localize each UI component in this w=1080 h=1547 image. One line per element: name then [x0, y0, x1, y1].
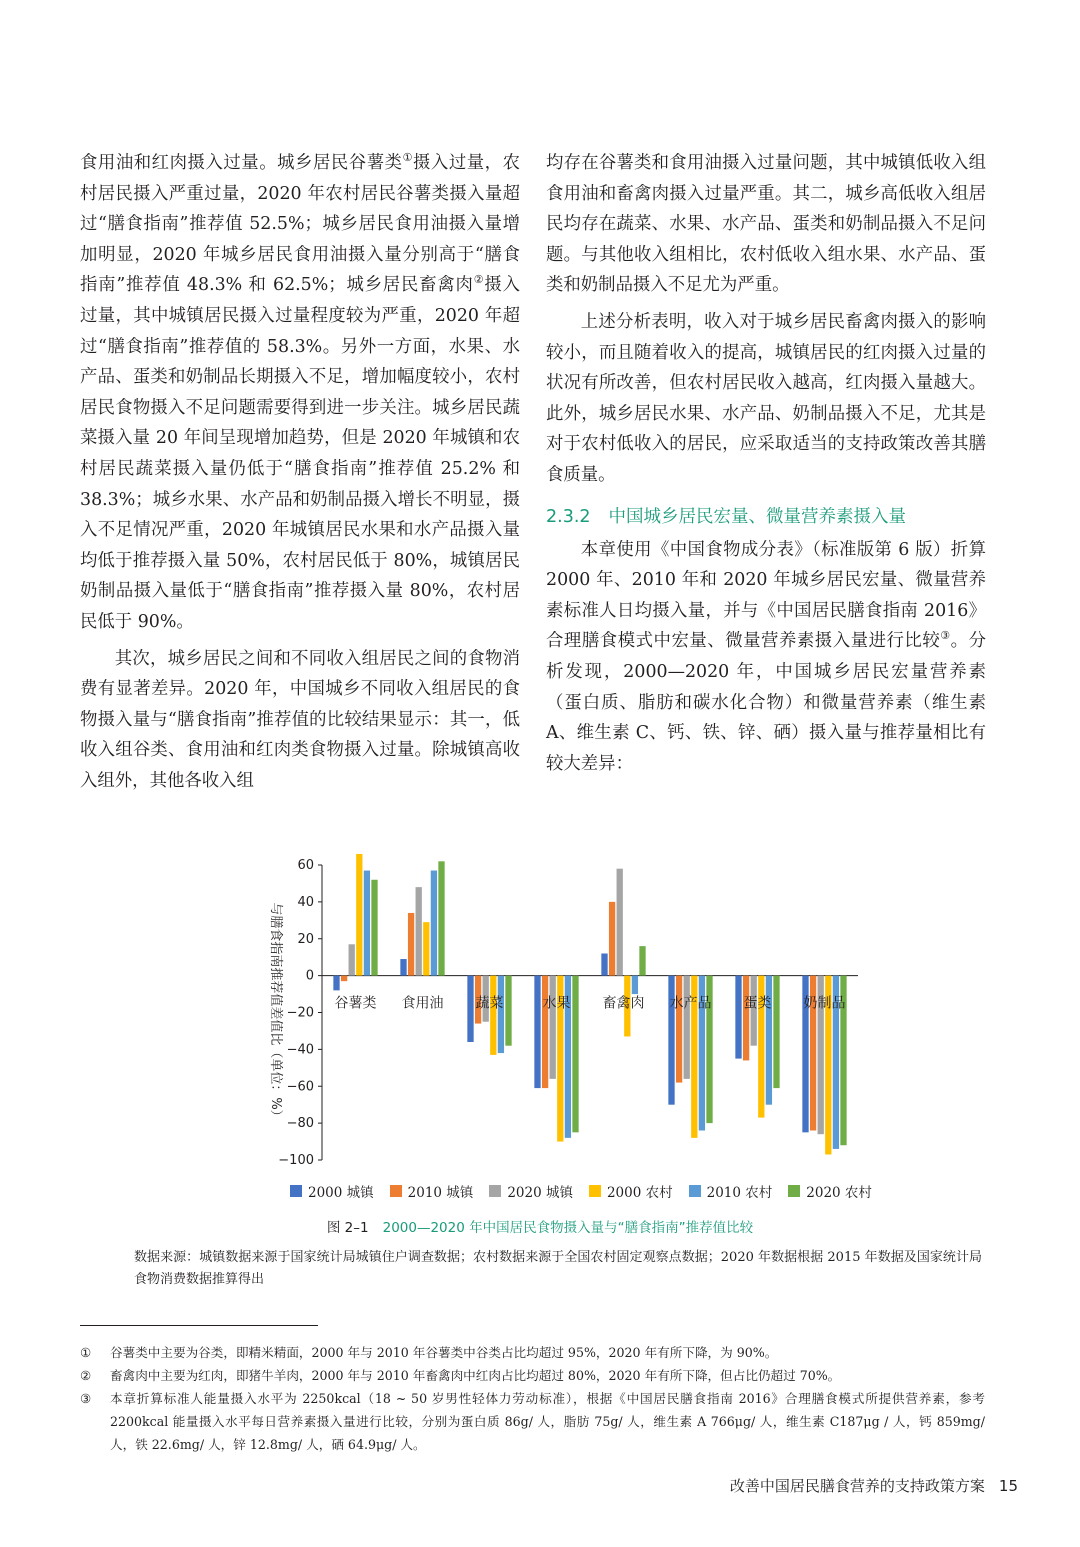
- footnote-mark: ①: [80, 1345, 92, 1360]
- figure-number: 图 2–1: [326, 1220, 369, 1236]
- right-paragraph-3: 本章使用《中国食物成分表》（标准版第 6 版）折算 2000 年、2010 年和 2020 年城乡居民宏量、微量营养素标准人日均摄入量，并与《中国居民膳食指南 2016》合理膳食模式中宏量、微量营养素摄入量进行比较③。分析发现，2000—2020 年，中国城乡居民宏量营养素（蛋白质、脂肪和碳水化合物）和微量营养素（维生素 A、维生素 C、钙、铁、锌、硒）摄入量与推荐量相比有较大差异：: [546, 539, 986, 774]
- running-title: 改善中国居民膳食营养的支持政策方案: [729, 1477, 985, 1495]
- bar: [408, 913, 414, 976]
- legend-swatch: [589, 1185, 601, 1197]
- legend-swatch: [689, 1185, 701, 1197]
- legend-item: [390, 1181, 474, 1201]
- y-tick-label: −20: [286, 1005, 314, 1021]
- bar: [639, 946, 645, 976]
- footnote-ref-3[interactable]: ③: [940, 629, 951, 643]
- bar: [333, 976, 339, 991]
- legend-label: 2020 农村: [806, 1185, 872, 1201]
- x-category-label: 谷薯类: [334, 995, 377, 1012]
- bar: [431, 871, 437, 976]
- legend-item: [489, 1181, 573, 1201]
- legend-swatch: [390, 1185, 402, 1197]
- bar: [438, 861, 444, 975]
- x-category-label: 蛋类: [743, 995, 772, 1012]
- y-tick-label: −100: [278, 1153, 314, 1168]
- bar: [356, 854, 362, 976]
- bar: [601, 954, 607, 976]
- bar: [423, 922, 429, 975]
- x-category-label: 水果: [542, 995, 571, 1012]
- y-tick-label: −60: [286, 1079, 314, 1095]
- y-tick-label: 60: [297, 858, 314, 873]
- left-paragraph-1: 食用油和红肉摄入过量。城乡居民谷薯类①摄入过量，农村居民摄入严重过量，2020 年农村居民谷薯类摄入量超过“膳食指南”推荐值 52.5%；城乡居民食用油摄入量增加明显，2020 年城乡居民食用油摄入量分别高于“膳食指南”推荐值 48.3% 和 62.5%；城乡居民畜禽肉②摄入过量，其中城镇居民摄入过量程度较为严重，2020 年超过“膳食指南”推荐值的 58.3%。另外一方面，水果、水产品、蛋类和奶制品长期摄入不足，增加幅度较小，农村居民食物摄入不足问题需要得到进一步关注。城乡居民蔬菜摄入量 20 年间呈现增加趋势，但是 2020 年城镇和农村居民蔬菜摄入量仍低于“膳食指南”推荐值 25.2% 和 38.3%；城乡水果、水产品和奶制品摄入增长不明显，摄入不足情况严重，2020 年城镇居民水果和水产品摄入量均低于推荐摄入量 50%，农村居民低于 80%，城镇居民奶制品摄入量低于“膳食指南”推荐摄入量 80%，农村居民低于 90%。: [80, 151, 520, 632]
- bar: [400, 959, 406, 976]
- y-tick-label: −40: [286, 1042, 314, 1058]
- footnote-item: [80, 1364, 985, 1387]
- bar: [632, 976, 638, 994]
- legend-item: [788, 1181, 872, 1201]
- bar: [572, 976, 578, 1133]
- page-footer: [730, 1475, 1018, 1496]
- left-column: [80, 148, 520, 796]
- x-category-label: 水产品: [669, 995, 712, 1012]
- footnote-mark: ②: [80, 1368, 92, 1383]
- section-title: 中国城乡居民宏量、微量营养素摄入量: [608, 506, 907, 527]
- figure-caption: [0, 1216, 1080, 1236]
- y-tick-label: −80: [286, 1116, 314, 1132]
- x-category-label: 食用油: [401, 995, 444, 1012]
- bar: [505, 976, 511, 1046]
- legend-item: [689, 1181, 773, 1201]
- footnote-item: [80, 1341, 985, 1364]
- footnote-text: 本章折算标准人能量摄入水平为 2250kcal（18 ~ 50 岁男性轻体力劳动标准），根据《中国居民膳食指南 2016》合理膳食模式所提供营养素，参考 2200kcal 能量摄入水平每日营养素摄入量进行比较，分别为蛋白质 86g/ 人，脂肪 75g/ 人，维生素 A 766μg/ 人，维生素 C187μg / 人，钙 859mg/ 人，铁 22.6mg/ 人，锌 12.8mg/ 人，硒 64.9μg/ 人。: [110, 1391, 985, 1452]
- bar: [542, 976, 548, 1088]
- legend-label: 2000 农村: [606, 1185, 673, 1201]
- chart-legend: [290, 1180, 880, 1202]
- bar: [498, 976, 504, 1053]
- right-paragraph-1: 均存在谷薯类和食用油摄入过量问题，其中城镇低收入组食用油和畜禽肉摄入过量严重。其二，城乡高低收入组居民均存在蔬菜、水果、水产品、蛋类和奶制品摄入不足问题。与其他收入组相比，农村低收入组水果、水产品、蛋类和奶制品摄入不足尤为严重。: [546, 153, 986, 296]
- footnote-text: 谷薯类中主要为谷类，即精米精面，2000 年与 2010 年谷薯类中谷类占比均超过 95%，2020 年有所下降，为 90%。: [110, 1345, 778, 1360]
- bar: [550, 976, 556, 1079]
- bar: [676, 976, 682, 1083]
- legend-swatch: [489, 1185, 501, 1197]
- bar: [773, 976, 779, 1088]
- x-category-label: 畜禽肉: [602, 995, 645, 1012]
- legend-label: 2010 农村: [706, 1185, 773, 1201]
- legend-item: [290, 1181, 374, 1201]
- bar: [534, 976, 540, 1088]
- y-tick-label: 0: [305, 968, 314, 984]
- y-tick-label: 20: [297, 931, 314, 947]
- bar: [735, 976, 741, 1059]
- bar-chart: [258, 850, 868, 1210]
- bar: [743, 976, 749, 1061]
- y-axis-title: 与膳食指南推荐值差值比（单位：%）: [268, 902, 283, 1123]
- bar: [364, 871, 370, 976]
- footnote-mark: ③: [80, 1391, 92, 1406]
- bar: [349, 944, 355, 975]
- x-category-label: 蔬菜: [475, 995, 504, 1012]
- bar: [609, 902, 615, 976]
- footnote-ref-1[interactable]: ①: [402, 151, 413, 165]
- section-heading: [546, 503, 986, 531]
- legend-label: 2000 城镇: [308, 1185, 374, 1201]
- bar: [341, 976, 347, 982]
- footnote-ref-2[interactable]: ②: [473, 273, 485, 287]
- right-column: [546, 148, 986, 779]
- footnote-divider: [80, 1325, 318, 1326]
- bar: [617, 869, 623, 976]
- legend-item: [589, 1181, 673, 1201]
- page-number: 15: [998, 1477, 1018, 1495]
- section-number: 2.3.2: [546, 506, 591, 527]
- bar: [416, 887, 422, 976]
- bar: [490, 976, 496, 1055]
- footnotes: [80, 1341, 985, 1456]
- legend-label: 2010 城镇: [407, 1185, 474, 1201]
- y-tick-label: 40: [297, 894, 314, 910]
- footnote-text: 畜禽肉中主要为红肉，即猪牛羊肉，2000 年与 2010 年畜禽肉中红肉占比均超过 80%，2020 年有所下降，但占比仍超过 70%。: [110, 1368, 841, 1383]
- x-category-label: 奶制品: [803, 995, 846, 1012]
- figure-source: 数据来源：城镇数据来源于国家统计局城镇住户调查数据；农村数据来源于全国农村固定观察点数据；2020 年数据根据 2015 年数据及国家统计局食物消费数据推算得出: [134, 1250, 982, 1287]
- figure-caption-text: 2000—2020 年中国居民食物摄入量与“膳食指南”推荐值比较: [382, 1220, 754, 1236]
- right-paragraph-2: 上述分析表明，收入对于城乡居民畜禽肉摄入的影响较小，而且随着收入的提高，城镇居民的红肉摄入过量的状况有所改善，但农村居民收入越高，红肉摄入量越大。此外，城乡居民水果、水产品、奶制品摄入不足，尤其是对于农村低收入的居民，应采取适当的支持政策改善其膳食质量。: [546, 311, 986, 485]
- chart-svg: [258, 850, 868, 1210]
- legend-label: 2020 城镇: [507, 1185, 573, 1201]
- legend-swatch: [788, 1185, 800, 1197]
- bar: [467, 976, 473, 1042]
- left-paragraph-2: 其次，城乡居民之间和不同收入组居民之间的食物消费有显著差异。2020 年，中国城乡不同收入组居民的食物摄入量与“膳食指南”推荐值的比较结果显示：其一，低收入组谷类、食用油和红肉类食物摄入过量。除城镇高收入组外，其他各收入组: [80, 648, 520, 791]
- bar: [684, 976, 690, 1079]
- legend-swatch: [290, 1185, 302, 1197]
- bar: [371, 880, 377, 976]
- footnote-item: [80, 1387, 985, 1456]
